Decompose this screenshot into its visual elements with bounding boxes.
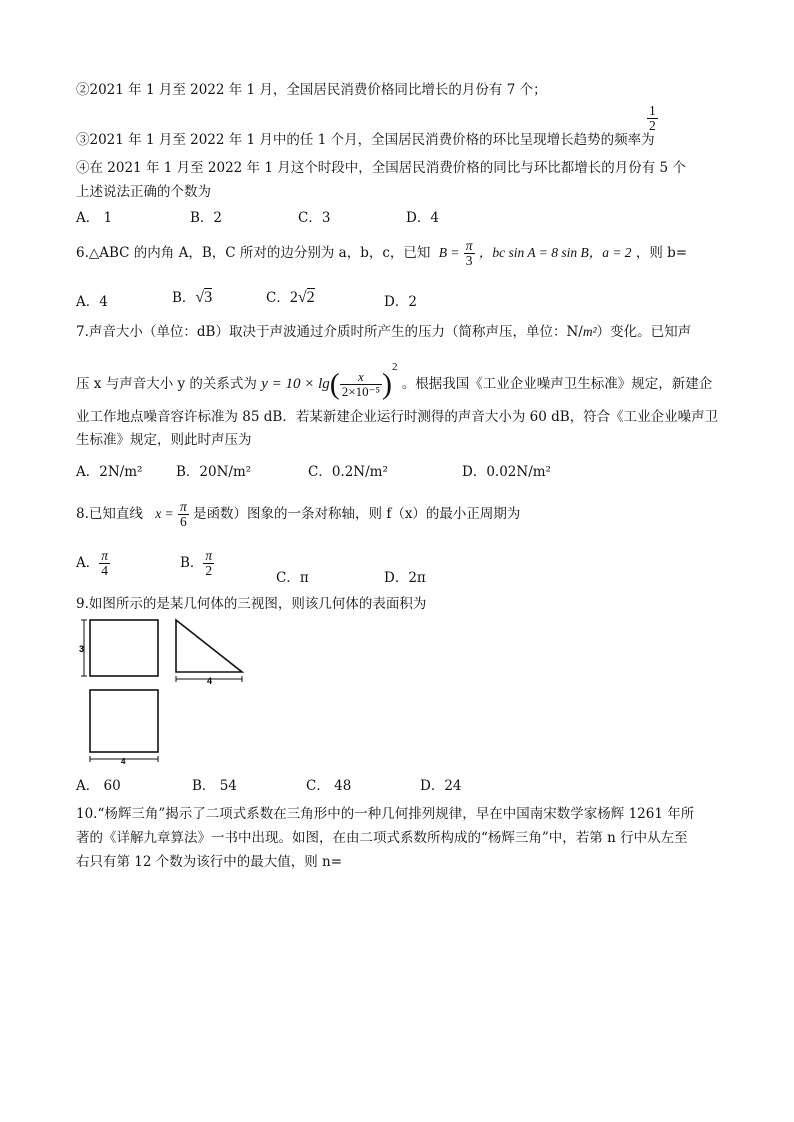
fraction-numerator: π [205, 547, 213, 563]
height-label: 3 [79, 644, 85, 654]
q5-option-b[interactable]: B．2 [190, 210, 223, 226]
q7-line-3: 业工作地点噪音容许标准为 85 dB．若某新建企业运行时测得的声音大小为 60 dB，符合《工业企业噪声卫 [76, 409, 719, 425]
fraction-numerator: x [340, 370, 382, 385]
q9-stem: 9.如图所示的是某几何体的三视图，则该几何体的表面积为 [76, 596, 427, 612]
fraction-numerator: π [179, 498, 187, 514]
q9-option-b[interactable]: B． 54 [192, 778, 237, 794]
q6-option-d[interactable]: D．2 [384, 294, 417, 310]
q8-x-eq: x = [155, 506, 174, 521]
three-view-diagram [76, 614, 256, 768]
q7-formula-lhs: y = 10 × lg [261, 376, 330, 392]
q7-option-a[interactable]: A．2N/m² [76, 464, 143, 480]
fraction-denominator: 6 [179, 514, 187, 529]
bottom-label: 4 [121, 757, 126, 766]
q8-pi-over-4 [99, 549, 110, 578]
q5-option-a[interactable]: A． 1 [76, 210, 113, 226]
q8-stem-text-b: 是函数）图象的一条对称轴，则 f（x）的最小正周期为 [193, 506, 521, 522]
q7-line-2-text: 压 x 与声音大小 y 的关系式为 [76, 376, 257, 392]
q7-option-d[interactable]: D．0.02N/m² [462, 464, 551, 480]
q8-option-c[interactable]: C．π [276, 570, 309, 586]
q8-pi-over-2 [203, 549, 214, 578]
q7-option-c[interactable]: C．0.2N/m² [308, 464, 388, 480]
q7-formula-exponent: 2 [392, 361, 398, 373]
fraction-denominator: 2 [205, 563, 213, 578]
width-label: 4 [207, 676, 213, 686]
q6-option-b-label: B． [172, 290, 196, 306]
q8-stem [76, 494, 520, 534]
q7-line-2: 压 x 与声音大小 y 的关系式为 y = 10 × lg( $\frac{x}{\text{2×10⁻⁵}}$ )$^2$ 。根据我国《工业企业噪声卫生标准》规定，新建企 [76, 361, 713, 401]
fraction-numerator: π [465, 237, 473, 253]
fraction-denominator: 2 [649, 118, 656, 134]
q9-option-d[interactable]: D．24 [420, 778, 462, 794]
q9-option-c[interactable]: C． 48 [306, 778, 352, 794]
q6-pi-over-3 [464, 239, 475, 268]
fraction-denominator: 3 [465, 253, 473, 268]
q6-option-c-label: C． [266, 290, 290, 306]
q6-cond-2: ，bc sin A = 8 sin B，a = 2 [478, 245, 632, 260]
top-view-square [90, 690, 158, 752]
fraction-denominator: 2×10⁻⁵ [341, 384, 381, 399]
q5-option-c[interactable]: C．3 [298, 210, 331, 226]
q8-option-d[interactable]: D．2π [384, 570, 426, 586]
q7-line-1 [76, 320, 691, 340]
q6-cond-b: B = [438, 245, 460, 260]
q10-line-3: 右只有第 12 个数为该行中的最大值，则 n= [76, 854, 343, 870]
q8-stem-text: 8.已知直线 [76, 506, 143, 522]
q7-unit: m² [582, 324, 597, 339]
q9-option-a[interactable]: A． 60 [76, 778, 121, 794]
q6-option-b[interactable] [172, 286, 212, 307]
q7-line-2-text-b: 。根据我国《工业企业噪声卫生标准》规定，新建企 [401, 376, 713, 392]
q7-line-1-text: 7.声音大小（单位：dB）取决于声波通过介质时所产生的压力（简称声压，单位：N/ [76, 324, 583, 340]
q7-formula-fraction [340, 370, 382, 398]
two-sqrt-2: 2√2 [289, 289, 315, 306]
statement-4: ④在 2021 年 1 月至 2022 年 1 月这个时段中，全国居民消费价格的同比与环比都增长的月份有 5 个 [76, 160, 686, 176]
q10-line-1: 10.“杨辉三角”揭示了二项式系数在三角形中的一种几何排列规律，早在中国南宋数学家杨辉 1261 年所 [76, 806, 695, 822]
q6-stem-text: 6.△ABC 的内角 A，B，C 所对的边分别为 a，b，c，已知 [76, 245, 431, 261]
q7-option-b[interactable]: B．20N/m² [176, 464, 252, 480]
side-view-triangle [176, 620, 242, 672]
q10-line-2: 著的《详解九章算法》一书中出现。如图，在由二项式系数所构成的“杨辉三角”中，若第 n 行中从左至 [76, 830, 688, 846]
q7-line-1-text-b: ）变化。已知声 [596, 324, 692, 340]
q8-option-a[interactable] [76, 544, 110, 582]
q7-line-4: 生标准》规定，则此时声压为 [76, 432, 252, 448]
q5-option-d[interactable]: D．4 [406, 210, 439, 226]
sqrt-3: √3 [195, 289, 213, 306]
q8-pi-over-6 [178, 500, 189, 529]
statement-2: ②2021 年 1 月至 2022 年 1 月，全国居民消费价格同比增长的月份有 7 个； [76, 82, 547, 98]
q6-stem-end: ，则 b= [635, 245, 688, 261]
q8-option-b[interactable] [180, 544, 214, 582]
front-view-rectangle [90, 620, 158, 676]
statement-3: ③2021 年 1 月至 2022 年 1 月中的任 1 个月，全国居民消费价格的环比呈现增长趋势的频率为 [76, 132, 655, 148]
fraction-numerator: π [101, 547, 109, 563]
fraction-numerator: 1 [649, 103, 656, 118]
fraction-denominator: 4 [101, 563, 108, 578]
q6-option-a[interactable]: A．4 [76, 294, 108, 310]
q8-option-a-label: A． [76, 555, 100, 571]
conclusion-text: 上述说法正确的个数为 [76, 184, 211, 200]
q6-stem [76, 236, 687, 270]
q6-option-c[interactable] [266, 286, 315, 307]
q8-option-b-label: B． [180, 555, 204, 571]
